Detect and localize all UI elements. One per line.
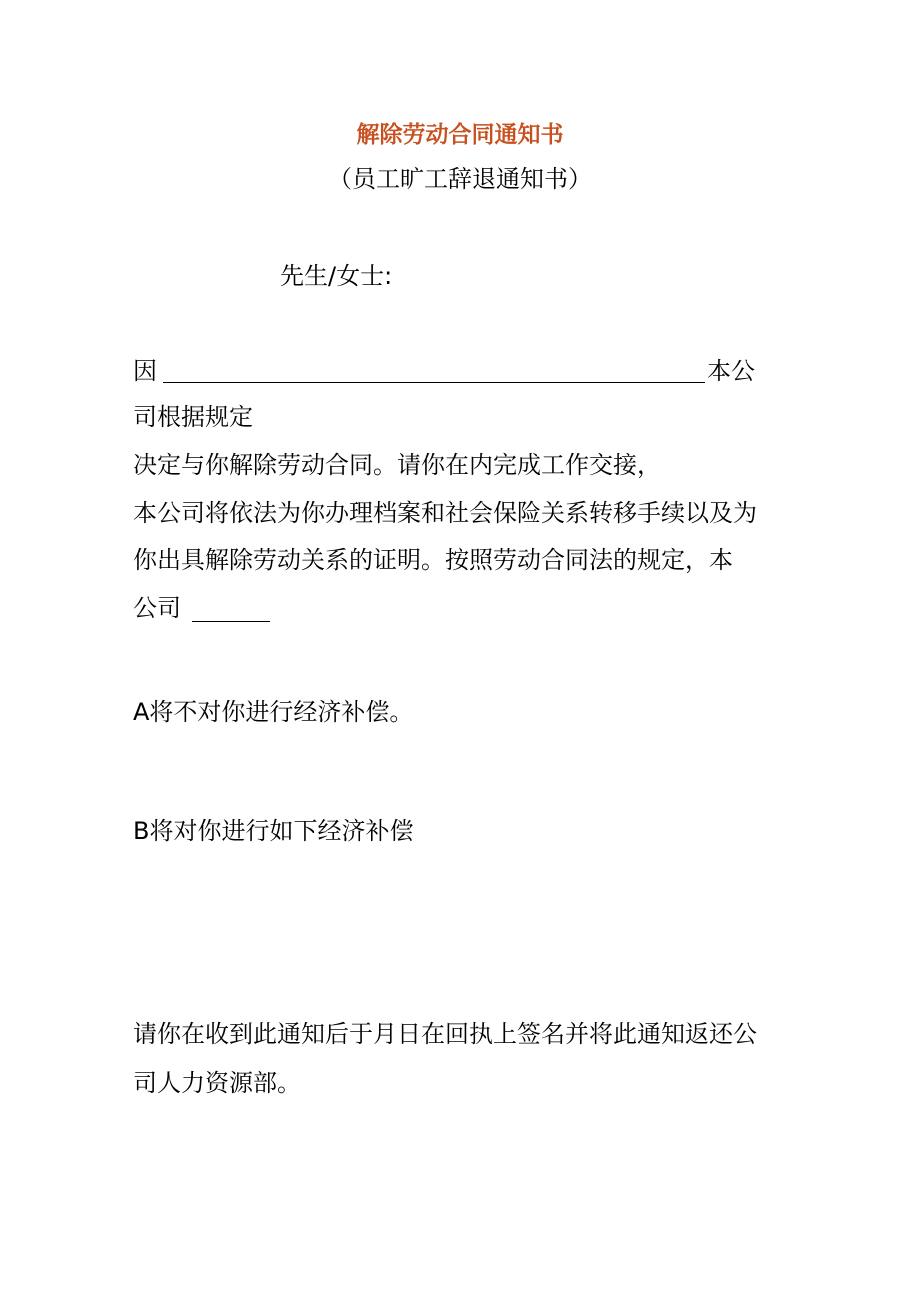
reason-prefix: 因 (133, 357, 157, 385)
body-line: 本公司将依法为你办理档案和社会保险关系转移手续以及为 (133, 499, 757, 527)
closing-line: 司人力资源部。 (133, 1069, 301, 1097)
document-title: 解除劳动合同通知书 (356, 122, 564, 148)
closing-line: 请你在收到此通知后于月日在回执上签名并将此通知返还公 (133, 1020, 757, 1048)
body-line: 决定与你解除劳动合同。请你在内完成工作交接， (133, 451, 661, 479)
reason-suffix: 本公 (707, 357, 755, 385)
option-a: A将不对你进行经济补偿。 (133, 698, 414, 726)
company-blank-line (192, 621, 270, 622)
document-subtitle: （员工旷工辞退通知书） (328, 165, 592, 193)
reason-blank-line (163, 382, 705, 383)
body-line: 你出具解除劳动关系的证明。按照劳动合同法的规定，本 (133, 546, 733, 574)
body-line: 司根据规定 (133, 403, 253, 431)
body-line: 公司 (133, 594, 181, 622)
option-b: B将对你进行如下经济补偿 (133, 817, 414, 845)
salutation: 先生/女士: (280, 262, 393, 290)
